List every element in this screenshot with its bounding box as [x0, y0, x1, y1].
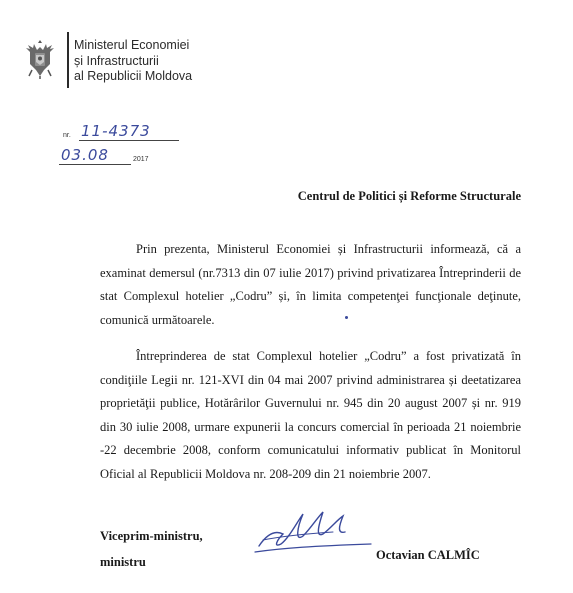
registration-date: 03.08	[61, 146, 109, 164]
body-paragraph-2: Întreprinderea de stat Complexul hotelier „Codru” a fost privatizată în condiţiile Legii nr. 121-XVI din 04 mai 2007 privind administrarea și deetatizarea proprietăţii publice, Hotărârilor Guvernului nr. 945 din 20 august 2007 și nr. 919 din 30 iulie 2008, urmare expunerii la concurs comercial în perioada 21 noiembrie -22 decembrie 2008, conform comunicatului informativ publicat în Monitorul Oficial al Republicii Moldova nr. 208-209 din 21 noiembrie 2007.	[100, 349, 521, 481]
signatory-title	[100, 523, 203, 575]
body-paragraph-2-container	[100, 345, 521, 486]
registration-number: 11-4373	[81, 122, 151, 140]
signatory-name: Octavian CALMÎC	[376, 548, 480, 562]
signatory-title-line-2: ministru	[100, 555, 146, 569]
ministry-line-2: și Infrastructurii	[74, 53, 159, 68]
header-divider	[67, 32, 69, 88]
ministry-line-1: Ministerul Economiei	[74, 38, 190, 52]
registration-number-prefix: nr.	[63, 132, 71, 139]
registration-year: 2017	[133, 156, 149, 163]
addressee: Centrul de Politici și Reforme Structurale	[297, 189, 521, 203]
registration-number-line	[79, 140, 179, 141]
body-paragraph-1: Prin prezenta, Ministerul Economiei și Infrastructurii informează, că a examinat demersul (nr.7313 din 07 iulie 2017) privind privatizarea Întreprinderii de stat Complexul hotelier „Codru” și, în limita competenţei funcţionale deţinute, comunică următoarele.	[100, 242, 521, 327]
moldova-coat-of-arms-icon	[24, 40, 56, 80]
handwritten-signature	[253, 504, 373, 560]
registration-date-line	[59, 164, 131, 165]
ministry-line-3: al Republicii Moldova	[74, 69, 193, 83]
body-paragraph-1-container	[100, 238, 521, 332]
ink-dot	[345, 316, 348, 319]
ministry-name	[74, 38, 192, 85]
signatory-title-line-1: Viceprim-ministru,	[100, 529, 203, 543]
